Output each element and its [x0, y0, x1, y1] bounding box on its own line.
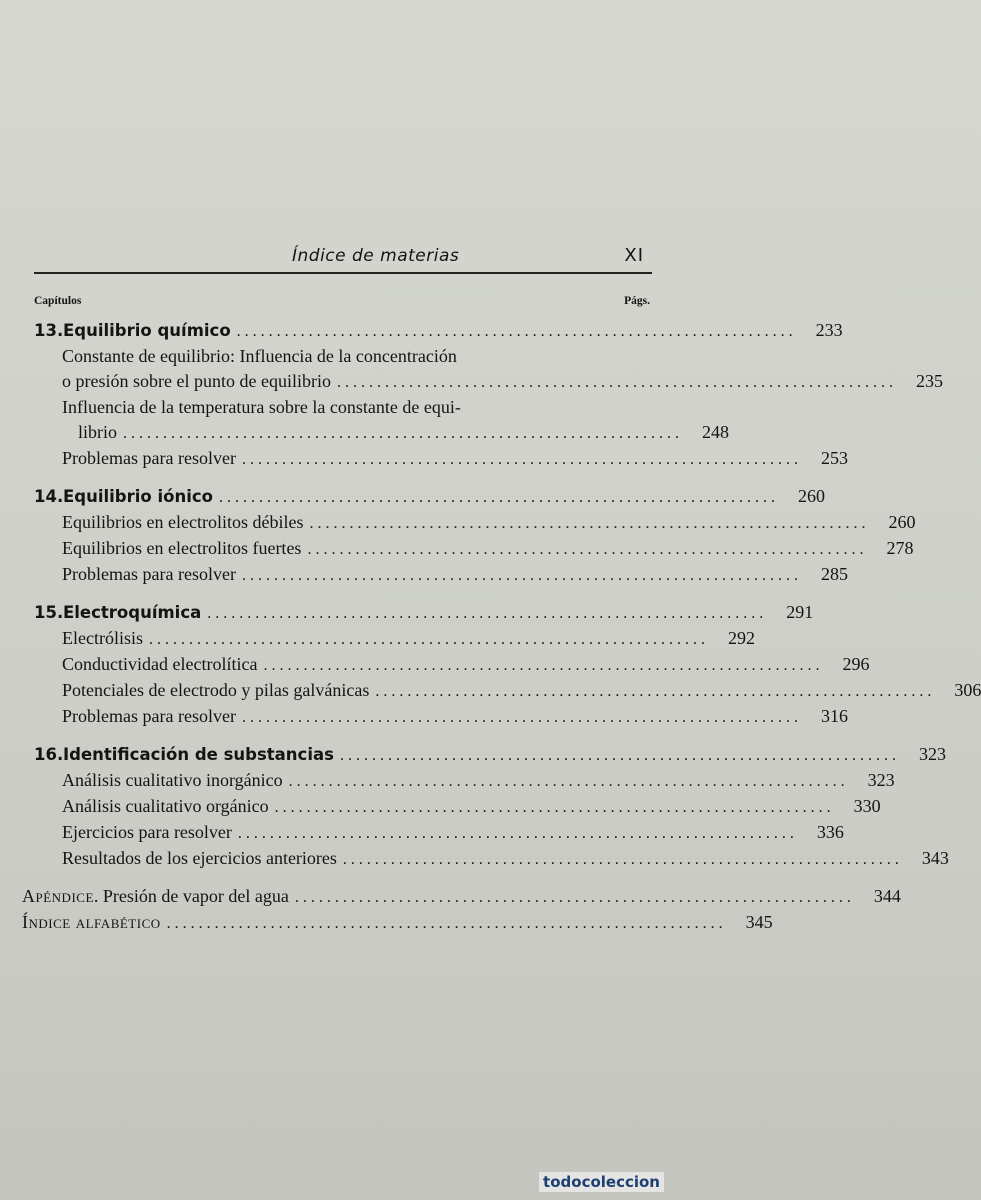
toc-entry: [0, 704, 848, 730]
chapter-14: [0, 484, 916, 588]
chapter-number: 14.: [34, 487, 64, 506]
page-number: 330: [853, 796, 881, 816]
toc-entry: [0, 768, 895, 794]
section-line: Influencia de la temperatura sobre la constante de equi-: [62, 397, 461, 417]
running-title: Índice de materias: [292, 246, 460, 266]
dot-leader: ......................................................................: [241, 709, 802, 726]
dot-leader: ......................................................................: [307, 541, 868, 558]
toc-entry: [0, 652, 870, 678]
chapter-title: Equilibrio iónico: [63, 487, 213, 506]
dot-leader: ......................................................................: [288, 773, 849, 790]
appendix-title-line: [22, 884, 289, 909]
chapter-number: 16.: [34, 745, 64, 764]
page-number: 296: [842, 654, 870, 674]
toc-entry: [0, 626, 755, 652]
toc-entry: [0, 369, 943, 395]
dot-leader: ......................................................................: [336, 374, 897, 391]
appendix-title: Presión de vapor del agua: [102, 886, 289, 906]
page-number: 278: [886, 538, 914, 558]
toc-entry: [0, 820, 844, 846]
dot-leader: ......................................................................: [207, 605, 768, 622]
toc-entry: [0, 846, 949, 872]
dot-leader: ......................................................................: [219, 489, 779, 506]
chapter-title: Equilibrio químico: [63, 321, 231, 340]
dot-leader: ......................................................................: [274, 799, 835, 816]
page-number: 323: [918, 744, 946, 764]
index-entry: [0, 910, 773, 936]
toc-entry: [0, 446, 848, 472]
section-line: Constante de equilibrio: Influencia de la concentración: [62, 346, 457, 366]
section-title: Electrólisis: [62, 628, 143, 648]
dot-leader: ......................................................................: [236, 323, 797, 340]
section-title: Problemas para resolver: [62, 706, 236, 726]
page-number: 344: [873, 886, 901, 906]
dot-leader: ......................................................................: [148, 631, 709, 648]
page-number: 260: [888, 512, 916, 532]
chapter-heading: [0, 742, 946, 768]
dot-leader: ......................................................................: [123, 425, 683, 442]
page-number: 253: [820, 448, 848, 468]
page-number: 291: [786, 602, 814, 622]
dot-leader: ......................................................................: [241, 451, 802, 468]
appendix-label: Apéndice: [22, 886, 94, 906]
page-number: 336: [816, 822, 844, 842]
index-label: Índice alfabético: [22, 912, 161, 932]
section-title: Potenciales de electrodo y pilas galvánicas: [62, 680, 370, 700]
dot-leader: ......................................................................: [342, 851, 903, 868]
chapter-number: 13.: [34, 321, 64, 340]
section-title: Equilibrios en electrolitos fuertes: [62, 538, 302, 558]
page-number: 260: [798, 486, 825, 506]
chapter-13: [0, 318, 943, 472]
header-rule: [34, 272, 652, 274]
page-number: 345: [745, 912, 773, 932]
section-title: Resultados de los ejercicios anteriores: [62, 848, 337, 868]
toc-entry: [0, 562, 848, 588]
toc-entry: [0, 678, 981, 704]
section-title: Conductividad electrolítica: [62, 654, 258, 674]
dot-leader: ......................................................................: [294, 889, 855, 906]
page-number: 248: [702, 422, 729, 442]
page-number: 235: [915, 371, 943, 391]
separator: .: [93, 886, 103, 906]
section-title: Ejercicios para resolver: [62, 822, 232, 842]
chapter-heading: [0, 484, 825, 510]
running-head: [34, 244, 650, 270]
chapter-heading: [0, 600, 814, 626]
section-title: librio: [78, 422, 117, 442]
dot-leader: ......................................................................: [237, 825, 798, 842]
dot-leader: ......................................................................: [241, 567, 802, 584]
page-number: 343: [921, 848, 949, 868]
chapters-column-heading: Capítulos: [34, 295, 82, 307]
dot-leader: ......................................................................: [166, 915, 727, 932]
page-number: 292: [727, 628, 755, 648]
dot-leader: ......................................................................: [339, 747, 900, 764]
page-number: 316: [820, 706, 848, 726]
section-title: o presión sobre el punto de equilibrio: [62, 371, 331, 391]
chapter-16: [0, 742, 949, 872]
dot-leader: ......................................................................: [309, 515, 870, 532]
page-number: 233: [815, 320, 843, 340]
page-number: 323: [867, 770, 895, 790]
appendix-entry: [0, 884, 901, 910]
chapter-heading: [0, 318, 843, 344]
section-title: Análisis cualitativo inorgánico: [62, 770, 283, 790]
page-number: 285: [820, 564, 848, 584]
toc-entry: [0, 510, 916, 536]
section-title: Problemas para resolver: [62, 448, 236, 468]
toc-entry: [0, 536, 914, 562]
toc-entry: [0, 794, 881, 820]
section-title: Análisis cualitativo orgánico: [62, 796, 269, 816]
toc-entry: [0, 420, 729, 446]
table-of-contents: [0, 318, 981, 936]
chapter-15: [0, 600, 981, 730]
chapter-title: Electroquímica: [63, 603, 202, 622]
dot-leader: ......................................................................: [263, 657, 824, 674]
dot-leader: ......................................................................: [375, 683, 936, 700]
watermark: todocoleccion: [539, 1172, 664, 1192]
chapter-title: Identificación de substancias: [63, 745, 334, 764]
page-folio: XI: [624, 245, 644, 266]
chapter-number: 15.: [34, 603, 64, 622]
section-title: Problemas para resolver: [62, 564, 236, 584]
page-number: 306: [954, 680, 981, 700]
section-title: Equilibrios en electrolitos débiles: [62, 512, 304, 532]
pages-column-heading: Págs.: [624, 295, 650, 307]
